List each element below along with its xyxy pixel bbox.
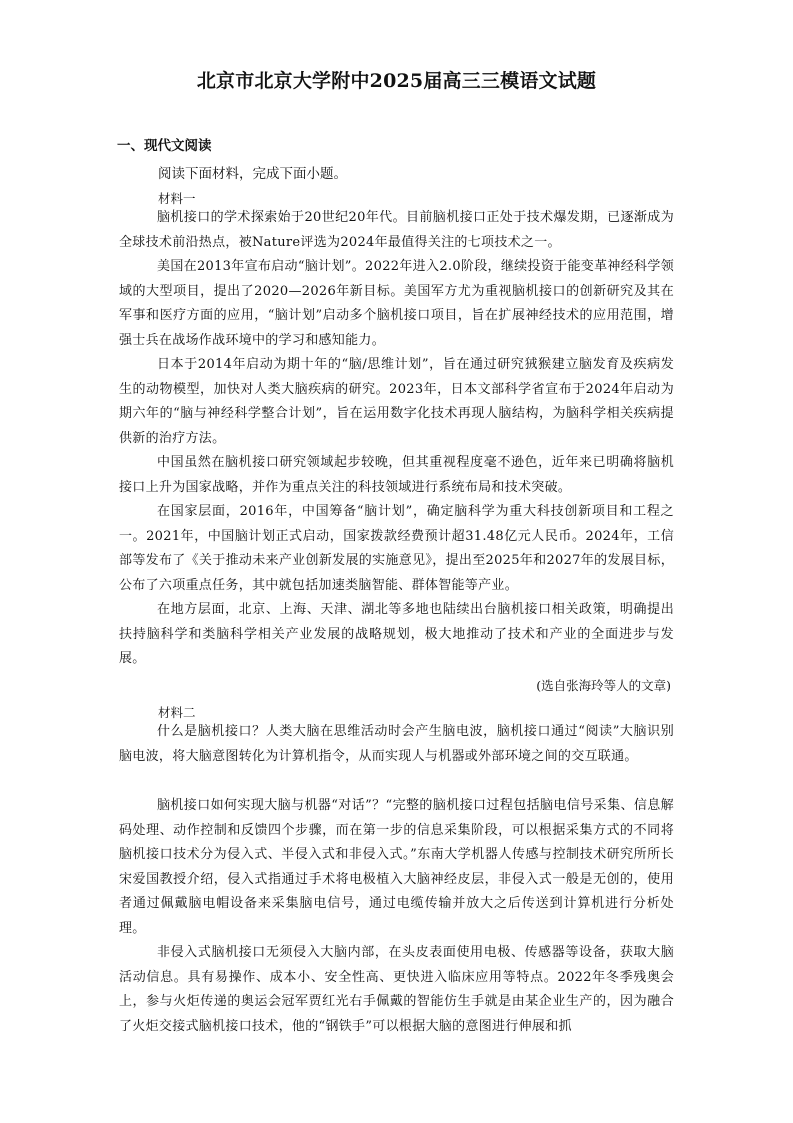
material-one-paragraph: 中国虽然在脑机接口研究领域起步较晚，但其重视程度毫不逊色，近年来已明确将脑机接口上升为国家战略，并作为重点关注的科技领域进行系统布局和技术突破。 xyxy=(119,455,674,495)
instruction-text: 阅读下面材料，完成下面小题。 xyxy=(158,166,347,182)
section-heading: 一、现代文阅读 xyxy=(117,138,212,154)
material-one-paragraph: 日本于2014年启动为期十年的“脑/思维计划”，旨在通过研究狨猴建立脑发育及疾病发生的动物模型，加快对人类大脑疾病的研究。2023年，日本文部科学省宣布于2024年启动为期六年的“脑与神经科学整合计划”，旨在运用数字化技术再现人脑结构，为脑科学相关疾病提供新的治疗方法。 xyxy=(119,357,674,446)
source-citation: (选自张海玲等人的文章) xyxy=(536,678,671,693)
material-two-label: 材料二 xyxy=(158,705,196,720)
material-one-paragraph: 脑机接口的学术探索始于20世纪20年代。目前脑机接口正处于技术爆发期，已逐渐成为全球技术前沿热点，被Nature评选为2024年最值得关注的七项技术之一。 xyxy=(119,210,674,250)
material-two-paragraph: 什么是脑机接口？人类大脑在思维活动时会产生脑电波，脑机接口通过“阅读”大脑识别脑电波，将大脑意图转化为计算机指令，从而实现人与机器或外部环境之间的交互联通。 xyxy=(119,724,674,764)
material-one-paragraph: 在地方层面，北京、上海、天津、湖北等多地也陆续出台脑机接口相关政策，明确提出扶持脑科学和类脑科学相关产业发展的战略规划，极大地推动了技术和产业的全面进步与发展。 xyxy=(119,602,674,667)
document-title: 北京市北京大学附中2025届高三三模语文试题 xyxy=(196,70,597,92)
material-one-paragraph: 在国家层面，2016年，中国筹备“脑计划”，确定脑科学为重大科技创新项目和工程之一。2021年，中国脑计划正式启动，国家拨款经费预计超31.48亿元人民币。2024年，工信部等发布了《关于推动未来产业创新发展的实施意见》，提出至2025年和2027年的发展目标，公布了六项重点任务，其中就包括加速类脑智能、群体智能等产业。 xyxy=(119,504,674,593)
material-one-label: 材料一 xyxy=(158,191,196,206)
material-two-paragraph: 非侵入式脑机接口无须侵入大脑内部，在头皮表面使用电极、传感器等设备，获取大脑活动信息。具有易操作、成本小、安全性高、更快进入临床应用等特点。2022年冬季残奥会上，参与火炬传递的奥运会冠军贾红光右手佩戴的智能仿生手就是由某企业生产的，因为融合了火炬交接式脑机接口技术，他的“钢铁手”可以根据大脑的意图进行伸展和抓 xyxy=(119,945,674,1034)
material-one-paragraph: 美国在2013年宣布启动“脑计划”。2022年进入2.0阶段，继续投资于能变革神经科学领域的大型项目，提出了2020—2026年新目标。美国军方尤为重视脑机接口的创新研究及其在军事和医疗方面的应用，“脑计划”启动多个脑机接口项目，旨在扩展神经技术的应用范围，增强士兵在战场作战环境中的学习和感知能力。 xyxy=(119,259,674,348)
material-two-paragraph: 脑机接口如何实现大脑与机器“对话”？“完整的脑机接口过程包括脑电信号采集、信息解码处理、动作控制和反馈四个步骤，而在第一步的信息采集阶段，可以根据采集方式的不同将脑机接口技术分为侵入式、半侵入式和非侵入式。”东南大学机器人传感与控制技术研究所所长宋爱国教授介绍，侵入式指通过手术将电极植入大脑神经皮层，非侵入式一般是无创的，使用者通过佩戴脑电帽设备来采集脑电信号，通过电缆传输并放大之后传送到计算机进行分析处理。 xyxy=(119,798,674,936)
